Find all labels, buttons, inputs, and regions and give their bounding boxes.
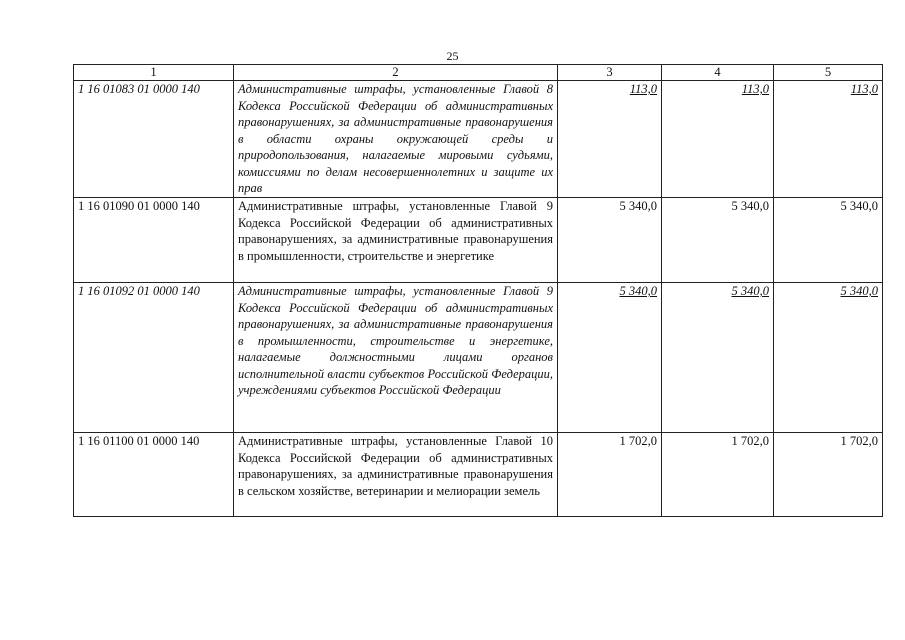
row-code: 1 16 01083 01 0000 140 bbox=[74, 81, 234, 198]
row-name: Административные штрафы, установленные Главой 9 Кодекса Российской Федерации об административных правонарушениях, за административные правонарушения в промышленности, строительстве и энергетике bbox=[234, 198, 558, 283]
row-name: Административные штрафы, установленные Главой 9 Кодекса Российской Федерации об административных правонарушениях, за административные правонарушения в промышленности, строительстве и энергетике, налагаемые должностными лицами органов исполнительной власти субъектов Российской Федерации, учреждениями субъектов Российской Федерации bbox=[234, 283, 558, 433]
row-value-col-5: 5 340,0 bbox=[774, 198, 883, 283]
header-col-5: 5 bbox=[774, 65, 883, 81]
row-value-col-5: 5 340,0 bbox=[774, 283, 883, 433]
header-col-4: 4 bbox=[662, 65, 774, 81]
table-row bbox=[74, 81, 883, 198]
row-code: 1 16 01100 01 0000 140 bbox=[74, 433, 234, 517]
table-row bbox=[74, 198, 883, 283]
page-number: 25 bbox=[446, 49, 459, 63]
header-col-2: 2 bbox=[234, 65, 558, 81]
row-value-col-5: 1 702,0 bbox=[774, 433, 883, 517]
row-value-col-4: 1 702,0 bbox=[662, 433, 774, 517]
row-value-col-3: 113,0 bbox=[558, 81, 662, 198]
table-row bbox=[74, 433, 883, 517]
row-value-col-3: 5 340,0 bbox=[558, 283, 662, 433]
header-row bbox=[74, 65, 883, 81]
row-value-col-3: 5 340,0 bbox=[558, 198, 662, 283]
budget-table bbox=[73, 64, 883, 517]
row-value-col-3: 1 702,0 bbox=[558, 433, 662, 517]
row-value-col-4: 113,0 bbox=[662, 81, 774, 198]
row-name: Административные штрафы, установленные Главой 8 Кодекса Российской Федерации об административных правонарушениях, за административные правонарушения в области охраны окружающей среды и природопользования, налагаемые мировыми судьями, комиссиями по делам несовершеннолетних и защите их прав bbox=[234, 81, 558, 198]
header-col-3: 3 bbox=[558, 65, 662, 81]
row-code: 1 16 01092 01 0000 140 bbox=[74, 283, 234, 433]
row-name: Административные штрафы, установленные Главой 10 Кодекса Российской Федерации об административных правонарушениях, за административные правонарушения в сельском хозяйстве, ветеринарии и мелиорации земель bbox=[234, 433, 558, 517]
row-value-col-4: 5 340,0 bbox=[662, 283, 774, 433]
table-row bbox=[74, 283, 883, 433]
row-value-col-5: 113,0 bbox=[774, 81, 883, 198]
row-value-col-4: 5 340,0 bbox=[662, 198, 774, 283]
row-code: 1 16 01090 01 0000 140 bbox=[74, 198, 234, 283]
header-col-1: 1 bbox=[74, 65, 234, 81]
